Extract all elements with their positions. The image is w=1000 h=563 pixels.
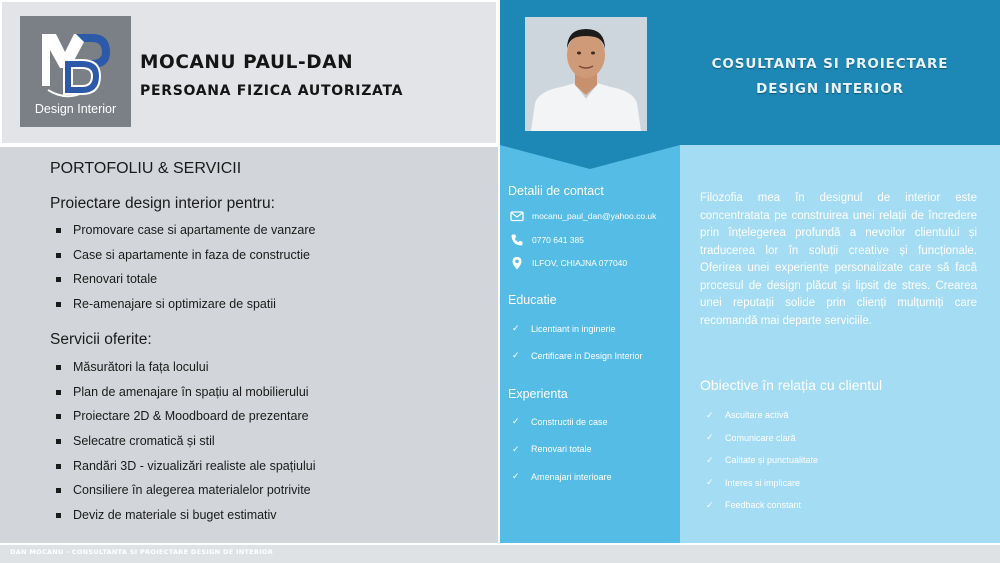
contact-phone[interactable]: [510, 232, 584, 248]
tagline: [680, 52, 980, 102]
person-subtitle: PERSOANA FIZICA AUTORIZATA: [140, 83, 404, 99]
bullet-square-icon: [56, 390, 61, 395]
experience-title: Experienta: [508, 387, 568, 401]
check-icon: ✓: [512, 350, 520, 360]
email-text: mocanu_paul_dan@yahoo.co.uk: [532, 211, 657, 221]
list-item: Promovare case si apartamente de vanzare: [54, 223, 316, 248]
list-item: Selecatre cromatică și stil: [54, 434, 315, 459]
list-item: ✓ Interes si implicare: [706, 477, 801, 488]
logo-text: Design Interior: [34, 102, 117, 116]
contact-title: Detalii de contact: [508, 184, 604, 198]
check-icon: ✓: [512, 443, 520, 454]
phone-text: 0770 641 385: [532, 235, 584, 245]
list-item: Plan de amenajare în spațiu al mobilierului: [54, 385, 315, 410]
portrait-photo-image: [525, 17, 647, 131]
contact-address: [510, 255, 627, 271]
tagline-line-2: DESIGN INTERIOR: [756, 81, 904, 97]
experience-list: [512, 408, 612, 491]
bullet-square-icon: [56, 488, 61, 493]
bullet-square-icon: [56, 439, 61, 444]
list-item: ✓ Amenajari interioare: [512, 471, 612, 482]
person-name: MOCANU PAUL-DAN: [140, 52, 354, 73]
list-item: ✓ Ascultare activă: [706, 409, 789, 421]
education-list: [512, 315, 643, 369]
portrait-photo: [525, 17, 647, 131]
bullet-square-icon: [56, 277, 61, 282]
objectives-list: [706, 404, 818, 517]
contact-email[interactable]: [510, 208, 656, 224]
logo: [20, 16, 131, 127]
location-pin-icon: [510, 256, 524, 270]
list-item: Randări 3D - vizualizări realiste ale spațiului: [54, 459, 315, 484]
footer: [0, 543, 1000, 563]
email-icon: [510, 209, 524, 223]
list-item: ✓ Constructii de case: [512, 416, 608, 427]
bullet-square-icon: [56, 414, 61, 419]
check-icon: ✓: [706, 454, 714, 465]
objectives-title: Obiective în relația cu clientul: [700, 377, 883, 393]
check-icon: ✓: [512, 323, 520, 333]
bullet-square-icon: [56, 464, 61, 469]
check-icon: ✓: [706, 432, 714, 443]
services-section-title: Servicii oferite:: [50, 331, 152, 348]
tagline-line-1: COSULTANTA SI PROIECTARE: [711, 56, 949, 72]
phone-icon: [510, 233, 524, 247]
portfolio-title: PORTOFOLIU & SERVICII: [50, 160, 242, 177]
check-icon: ✓: [706, 409, 714, 420]
list-item: Case si apartamente in faza de constructie: [54, 248, 316, 273]
check-icon: ✓: [706, 499, 714, 510]
check-icon: ✓: [512, 416, 520, 427]
bullet-square-icon: [56, 513, 61, 518]
bullet-square-icon: [56, 365, 61, 370]
check-icon: ✓: [512, 471, 520, 482]
list-item: ✓ Calitate și punctualitate: [706, 454, 819, 466]
services-list: [54, 360, 315, 533]
bullet-square-icon: [56, 253, 61, 258]
philosophy-text: Filozofia mea în designul de interior este concentratata pe construirea unei relații de încredere prin înțelegerea profundă a nevoilor clientului și traducerea lor în soluții creative și funcționale. Oferirea unei experiențe personalizate care să facă procesul de design plăcut și lipsit de stres. Crearea unei reputații solide prin clienți mulțumiți care recomandă mai departe serviciile.: [700, 192, 977, 327]
list-item: ✓ Certificare in Design Interior: [512, 350, 643, 361]
list-item: Re-amenajare si optimizare de spatii: [54, 297, 316, 322]
list-item: Renovari totale: [54, 272, 316, 297]
list-item: ✓ Renovari totale: [512, 443, 592, 455]
list-item: ✓ Comunicare clară: [706, 432, 796, 443]
list-item: ✓ Licentiant in inginerie: [512, 323, 616, 334]
footer-text: DAN MOCANU - CONSULTANTA SI PROIECTARE DESIGN DE INTERIOR: [10, 548, 274, 556]
list-item: Consiliere în alegerea materialelor potrivite: [54, 483, 315, 508]
list-item: ✓ Feedback constant: [706, 499, 802, 511]
check-icon: ✓: [706, 477, 714, 488]
bullet-square-icon: [56, 302, 61, 307]
design-list: [54, 223, 316, 322]
list-item: Măsurători la fața locului: [54, 360, 315, 385]
list-item: Deviz de materiale si buget estimativ: [54, 508, 315, 533]
design-section-title: Proiectare design interior pentru:: [50, 195, 275, 212]
address-text: ILFOV, CHIAJNA 077040: [532, 258, 628, 268]
bullet-square-icon: [56, 228, 61, 233]
education-title: Educatie: [508, 293, 557, 307]
list-item: Proiectare 2D & Moodboard de prezentare: [54, 409, 315, 434]
